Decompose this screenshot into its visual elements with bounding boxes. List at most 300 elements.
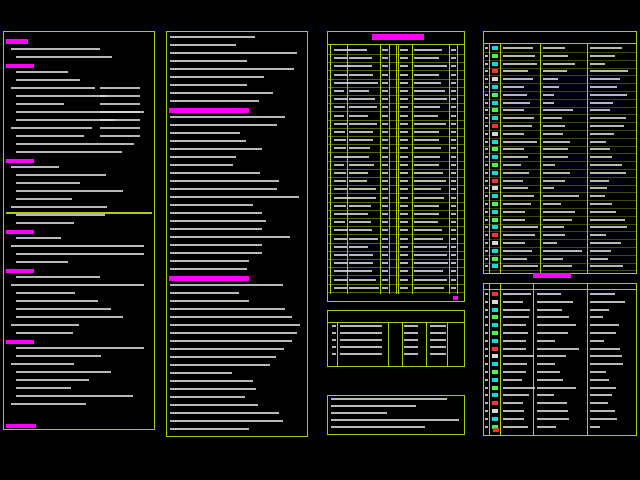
- material-remark-text: [590, 426, 600, 428]
- material-spec-text: [537, 355, 566, 357]
- table-row-rule: [327, 136, 465, 137]
- table-cell-text: [414, 98, 447, 100]
- table-cell-text: [451, 90, 456, 92]
- table-cell-text: [349, 115, 368, 117]
- table-cell-text: [400, 57, 408, 59]
- table-cell-text: [430, 346, 446, 348]
- material-remark-text: [590, 332, 616, 334]
- legend-name-text: [503, 187, 528, 189]
- note-value-line: [100, 95, 140, 97]
- material-symbol-icon: [492, 417, 498, 421]
- note-text-line: [11, 403, 86, 405]
- table-cell-text: [382, 49, 388, 51]
- table-row-rule: [327, 62, 465, 63]
- legend-spec-text: [543, 242, 557, 244]
- table-cell-text: [334, 279, 348, 281]
- table-cell-text: [451, 197, 456, 199]
- table-cell-text: [400, 49, 408, 51]
- legend-remark-text: [590, 203, 612, 205]
- table-cell-text: [400, 213, 408, 215]
- note-text-line: [170, 132, 240, 134]
- table-column-rule: [587, 283, 588, 436]
- note-text-line: [170, 180, 279, 182]
- legend-index: [485, 78, 488, 80]
- table-row-rule: [483, 231, 637, 232]
- legend-symbol-icon: [492, 54, 498, 58]
- material-symbol-icon: [492, 300, 498, 304]
- note-text-line: [170, 396, 245, 398]
- material-name-text: [503, 371, 526, 373]
- table-header-rule: [327, 322, 465, 323]
- legend-name-text: [503, 70, 528, 72]
- material-remark-text: [590, 379, 609, 381]
- table-row-rule: [327, 193, 465, 194]
- table-cell-text: [451, 229, 456, 231]
- note-text-line: [170, 220, 266, 222]
- table-cell-text: [332, 332, 336, 334]
- section-heading-bar: [6, 340, 34, 344]
- table-column-rule: [489, 283, 490, 436]
- table-cell-text: [404, 332, 418, 334]
- legend-name-text: [503, 164, 521, 166]
- table-row-rule: [483, 255, 637, 256]
- table-column-rule: [402, 322, 403, 367]
- table-cell-text: [334, 147, 346, 149]
- note-text-line: [170, 372, 232, 374]
- table-cell-text: [349, 131, 373, 133]
- table-cell-text: [334, 65, 350, 67]
- table-cell-text: [340, 332, 382, 334]
- legend-symbol-icon: [492, 62, 498, 66]
- table-cell-text: [400, 74, 408, 76]
- legend-symbol-icon: [492, 233, 498, 237]
- material-name-text: [503, 402, 523, 404]
- table-cell-text: [382, 254, 388, 256]
- table-row-rule: [327, 259, 465, 260]
- note-text-line: [170, 164, 233, 166]
- material-symbol-icon: [492, 409, 498, 413]
- note-text-line: [170, 196, 299, 198]
- table-cell-text: [430, 332, 446, 334]
- legend-remark-text: [590, 250, 611, 252]
- table-cell-text: [382, 139, 388, 141]
- table-cell-text: [451, 82, 456, 84]
- material-index: [485, 348, 488, 350]
- table-cell-text: [414, 147, 441, 149]
- note-text-line: [16, 103, 64, 105]
- material-spec-text: [537, 293, 561, 295]
- table-cell-text: [414, 90, 445, 92]
- legend-remark-text: [590, 265, 623, 267]
- table-cell-text: [400, 229, 408, 231]
- table-cell-text: [414, 197, 444, 199]
- section-heading-bar: [6, 230, 34, 234]
- note-text-line: [170, 124, 277, 126]
- material-remark-text: [590, 402, 608, 404]
- table-cell-text: [382, 188, 388, 190]
- table-cell-text: [451, 164, 456, 166]
- material-symbol-icon: [492, 370, 498, 374]
- legend-symbol-icon: [492, 241, 498, 245]
- legend-remark-text: [590, 187, 607, 189]
- table-cell-text: [400, 172, 408, 174]
- note-text-line: [11, 127, 92, 129]
- table-cell-text: [349, 123, 377, 125]
- table-cell-text: [334, 197, 350, 199]
- note-text-line: [170, 172, 260, 174]
- note-text-line: [170, 236, 290, 238]
- material-remark-text: [590, 418, 617, 420]
- note-text-line: [170, 228, 262, 230]
- note-text-line: [170, 324, 300, 326]
- table-row-rule: [327, 267, 465, 268]
- table-cell-text: [400, 90, 408, 92]
- table-cell-text: [414, 229, 442, 231]
- material-index: [485, 316, 488, 318]
- table-row-rule: [483, 138, 637, 139]
- table-cell-text: [334, 156, 349, 158]
- material-remark-text: [590, 355, 622, 357]
- table-cell-text: [451, 57, 456, 59]
- note-text-line: [11, 245, 144, 247]
- legend-remark-text: [590, 94, 627, 96]
- legend-name-text: [503, 211, 525, 213]
- note-text-line: [170, 300, 249, 302]
- legend-remark-text: [590, 109, 610, 111]
- table-cell-text: [414, 115, 438, 117]
- table-row-rule: [483, 224, 637, 225]
- note-text-line: [16, 292, 75, 294]
- legend-remark-text: [590, 195, 605, 197]
- legend-remark-text: [590, 55, 615, 57]
- legend-symbol-icon: [492, 194, 498, 198]
- note-text-line: [170, 364, 270, 366]
- table-cell-text: [430, 339, 446, 341]
- note-text-line: [11, 363, 74, 365]
- material-remark-text: [590, 363, 623, 365]
- legend-name-text: [503, 78, 533, 80]
- note-text-line: [16, 347, 144, 349]
- legend-spec-text: [543, 63, 575, 65]
- material-symbol-icon: [492, 362, 498, 366]
- material-index: [485, 410, 488, 412]
- note-text-line: [170, 36, 255, 38]
- legend-spec-text: [543, 70, 567, 72]
- table-cell-text: [349, 205, 371, 207]
- table-cell-text: [332, 325, 336, 327]
- material-name-text: [503, 324, 526, 326]
- table-row-rule: [483, 60, 637, 61]
- table-cell-text: [414, 287, 444, 289]
- table-cell-text: [414, 238, 443, 240]
- table-cell-text: [334, 49, 350, 51]
- table-cell-text: [414, 270, 443, 272]
- legend-symbol-icon: [492, 77, 498, 81]
- table-cell-text: [400, 164, 408, 166]
- table-cell-text: [334, 205, 346, 207]
- note-text-line: [16, 190, 123, 192]
- table-row-rule: [483, 161, 637, 162]
- table-cell-text: [414, 262, 448, 264]
- table-cell-text: [451, 238, 456, 240]
- legend-symbol-icon: [492, 46, 498, 50]
- legend-spec-text: [543, 219, 572, 221]
- table-row-rule: [327, 79, 465, 80]
- table-cell-text: [349, 197, 376, 199]
- table-cell-text: [451, 49, 456, 51]
- note-text-line: [16, 95, 107, 97]
- table-cell-text: [349, 98, 375, 100]
- table-row-rule: [483, 185, 637, 186]
- legend-spec-text: [543, 226, 564, 228]
- table-row-rule: [327, 144, 465, 145]
- table-cell-text: [400, 221, 408, 223]
- table-row-rule: [327, 275, 465, 276]
- material-index: [485, 394, 488, 396]
- table-cell-text: [349, 49, 367, 51]
- table-row-rule: [327, 128, 465, 129]
- table-row-rule: [483, 177, 637, 178]
- legend-spec-text: [543, 125, 565, 127]
- legend-remark-text: [590, 258, 608, 260]
- material-spec-text: [537, 309, 562, 311]
- material-symbol-icon: [492, 323, 498, 327]
- table-cell-text: [400, 262, 408, 264]
- material-symbol-icon: [492, 386, 498, 390]
- legend-spec-text: [543, 258, 563, 260]
- remark-text-line: [331, 426, 425, 428]
- material-name-text: [503, 309, 530, 311]
- legend-name-text: [503, 148, 524, 150]
- note-text-line: [16, 79, 80, 81]
- note-text-line: [16, 308, 111, 310]
- legend-index: [485, 195, 488, 197]
- note-text-line: [170, 308, 285, 310]
- legend-index: [485, 258, 488, 260]
- highlighted-note-line: [6, 212, 152, 214]
- note-text-line: [170, 404, 258, 406]
- remarks-panel: [327, 395, 465, 435]
- legend-remark-text: [590, 70, 628, 72]
- table-cell-text: [382, 106, 388, 108]
- note-text-line: [170, 60, 247, 62]
- material-name-text: [503, 418, 524, 420]
- table-cell-text: [451, 287, 456, 289]
- note-value-line: [100, 135, 140, 137]
- legend-symbol-icon: [492, 257, 498, 261]
- material-name-text: [503, 379, 522, 381]
- note-text-line: [11, 206, 107, 208]
- table-cell-text: [400, 139, 408, 141]
- legend-index: [485, 219, 488, 221]
- table-cell-text: [451, 106, 456, 108]
- table-cell-text: [349, 156, 369, 158]
- legend-name-text: [503, 86, 524, 88]
- legend-symbol-icon: [492, 210, 498, 214]
- material-name-text: [503, 387, 535, 389]
- legend-remark-text: [590, 78, 620, 80]
- table-row-rule: [327, 210, 465, 211]
- table-row-rule: [327, 251, 465, 252]
- legend-index: [485, 180, 488, 182]
- legend-spec-text: [543, 86, 559, 88]
- note-text-line: [170, 388, 256, 390]
- table-row-rule: [483, 239, 637, 240]
- legend-index: [485, 47, 488, 49]
- table-cell-text: [400, 238, 408, 240]
- material-remark-text: [590, 394, 612, 396]
- legend-index: [485, 203, 488, 205]
- table-cell-text: [400, 156, 408, 158]
- note-text-line: [16, 151, 122, 153]
- table-row-rule: [327, 185, 465, 186]
- note-text-line: [16, 261, 68, 263]
- legend-remark-text: [590, 125, 624, 127]
- table-cell-text: [334, 246, 347, 248]
- legend-remark-text: [590, 172, 626, 174]
- material-index: [485, 293, 488, 295]
- table-cell-text: [382, 156, 388, 158]
- table-cell-text: [349, 221, 371, 223]
- table-cell-text: [382, 221, 388, 223]
- table-cell-text: [334, 180, 346, 182]
- table-row-rule: [327, 103, 465, 104]
- table-row-rule: [327, 169, 465, 170]
- legend-name-text: [503, 156, 528, 158]
- legend-name-text: [503, 242, 525, 244]
- table-cell-text: [451, 172, 456, 174]
- legend-spec-text: [543, 141, 570, 143]
- material-remark-text: [590, 293, 615, 295]
- note-value-line: [100, 127, 140, 129]
- table-cell-text: [382, 279, 388, 281]
- table-row-rule: [483, 99, 637, 100]
- legend-name-text: [503, 265, 538, 267]
- table-cell-text: [349, 57, 372, 59]
- material-name-text: [503, 293, 531, 295]
- table-cell-text: [400, 287, 408, 289]
- table-cell-text: [451, 65, 456, 67]
- legend-symbol-icon: [492, 264, 498, 268]
- note-text-line: [16, 71, 68, 73]
- table-cell-text: [400, 254, 408, 256]
- note-text-line: [170, 116, 285, 118]
- table-cell-text: [451, 139, 456, 141]
- table-cell-text: [382, 82, 388, 84]
- legend-index: [485, 148, 488, 150]
- legend-name-text: [503, 102, 530, 104]
- table-row-rule: [327, 54, 465, 55]
- legend-index: [485, 242, 488, 244]
- table-cell-text: [400, 279, 408, 281]
- note-text-line: [170, 44, 236, 46]
- material-name-text: [503, 348, 526, 350]
- table-cell-text: [349, 139, 373, 141]
- table-cell-text: [451, 213, 456, 215]
- table-cell-text: [349, 213, 368, 215]
- note-text-line: [16, 198, 72, 200]
- table-cell-text: [451, 246, 456, 248]
- material-name-text: [503, 410, 524, 412]
- table-cell-text: [382, 205, 388, 207]
- table-cell-text: [400, 82, 408, 84]
- table-row-rule: [327, 120, 465, 121]
- legend-symbol-icon: [492, 186, 498, 190]
- legend-spec-text: [543, 164, 555, 166]
- note-text-line: [16, 332, 73, 334]
- note-value-line: [100, 119, 140, 121]
- legend-symbol-icon: [492, 249, 498, 253]
- table-cell-text: [382, 229, 388, 231]
- remark-text-line: [331, 419, 459, 421]
- legend-remark-text: [590, 133, 614, 135]
- table-cell-text: [382, 74, 388, 76]
- legend-index: [485, 187, 488, 189]
- note-text-line: [170, 260, 249, 262]
- material-remark-text: [590, 309, 609, 311]
- material-remark-text: [590, 348, 620, 350]
- table-row-rule: [483, 216, 637, 217]
- table-cell-text: [382, 180, 388, 182]
- material-symbol-icon: [492, 401, 498, 405]
- legend-spec-text: [543, 102, 554, 104]
- legend-spec-text: [543, 211, 575, 213]
- legend-remark-text: [590, 141, 606, 143]
- table-cell-text: [414, 221, 438, 223]
- note-text-line: [16, 355, 101, 357]
- legend-symbol-icon: [492, 171, 498, 175]
- legend-index: [485, 70, 488, 72]
- table-cell-text: [340, 353, 382, 355]
- material-symbol-icon: [492, 308, 498, 312]
- legend-name-text: [503, 258, 527, 260]
- note-value-line: [100, 103, 140, 105]
- table-row-rule: [483, 208, 637, 209]
- legend-spec-text: [543, 55, 568, 57]
- legend-symbol-icon: [492, 124, 498, 128]
- table-row-rule: [327, 218, 465, 219]
- table-header-rule: [483, 43, 637, 44]
- note-text-line: [16, 237, 61, 239]
- table-cell-text: [332, 346, 336, 348]
- table-cell-text: [451, 123, 456, 125]
- legend-spec-text: [543, 250, 582, 252]
- legend-name-text: [503, 55, 535, 57]
- table-cell-text: [349, 238, 378, 240]
- material-table-panel: [483, 283, 637, 436]
- table-cell-text: [382, 90, 388, 92]
- table-cell-text: [334, 106, 345, 108]
- table-cell-text: [334, 164, 344, 166]
- note-text-line: [170, 340, 292, 342]
- legend-remark-text: [590, 102, 613, 104]
- table-row-rule: [483, 247, 637, 248]
- table-cell-text: [451, 131, 456, 133]
- legend-spec-text: [543, 234, 565, 236]
- table-cell-text: [414, 164, 439, 166]
- table-column-rule: [447, 322, 448, 367]
- section-heading-bar: [6, 159, 34, 163]
- note-text-line: [170, 356, 276, 358]
- note-text-line: [16, 316, 123, 318]
- note-text-line: [170, 244, 262, 246]
- legend-index: [485, 234, 488, 236]
- legend-spec-text: [543, 265, 572, 267]
- note-text-line: [170, 332, 297, 334]
- legend-index: [485, 102, 488, 104]
- material-index: [485, 387, 488, 389]
- table-cell-text: [400, 147, 408, 149]
